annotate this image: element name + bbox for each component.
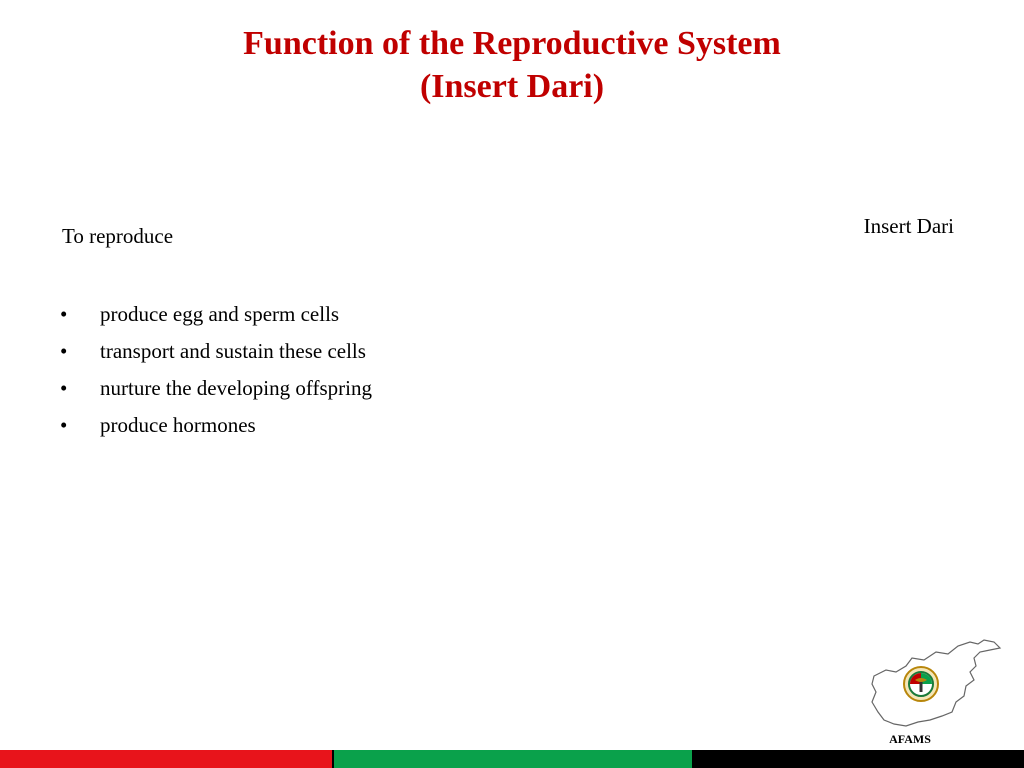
title-line-1: Function of the Reproductive System xyxy=(243,25,781,62)
list-item-text: transport and sustain these cells xyxy=(100,339,366,363)
list-item xyxy=(60,333,372,370)
list-item xyxy=(60,370,372,407)
title-line-2: (Insert Dari) xyxy=(419,68,605,105)
flag-green-segment xyxy=(332,750,692,768)
flag-black-segment xyxy=(692,750,1024,768)
list-item-text: produce hormones xyxy=(100,413,256,437)
slide-title xyxy=(0,22,1024,108)
bullet-icon: • xyxy=(60,339,68,363)
intro-text: To reproduce xyxy=(62,224,174,248)
afghanistan-map-emblem-icon xyxy=(866,636,1004,732)
list-item-text: produce egg and sperm cells xyxy=(100,302,340,326)
bullet-icon: • xyxy=(60,413,68,437)
list-item xyxy=(60,296,372,333)
list-item xyxy=(60,407,372,444)
bullet-list xyxy=(60,296,372,444)
logo-caption: AFAMS xyxy=(889,732,931,746)
flag-color-bar xyxy=(0,750,1024,768)
bullet-icon: • xyxy=(60,302,68,326)
list-item-text: nurture the developing offspring xyxy=(100,376,372,400)
bullet-icon: • xyxy=(60,376,68,400)
dari-placeholder-text: Insert Dari xyxy=(863,214,954,238)
flag-red-segment xyxy=(0,750,332,768)
